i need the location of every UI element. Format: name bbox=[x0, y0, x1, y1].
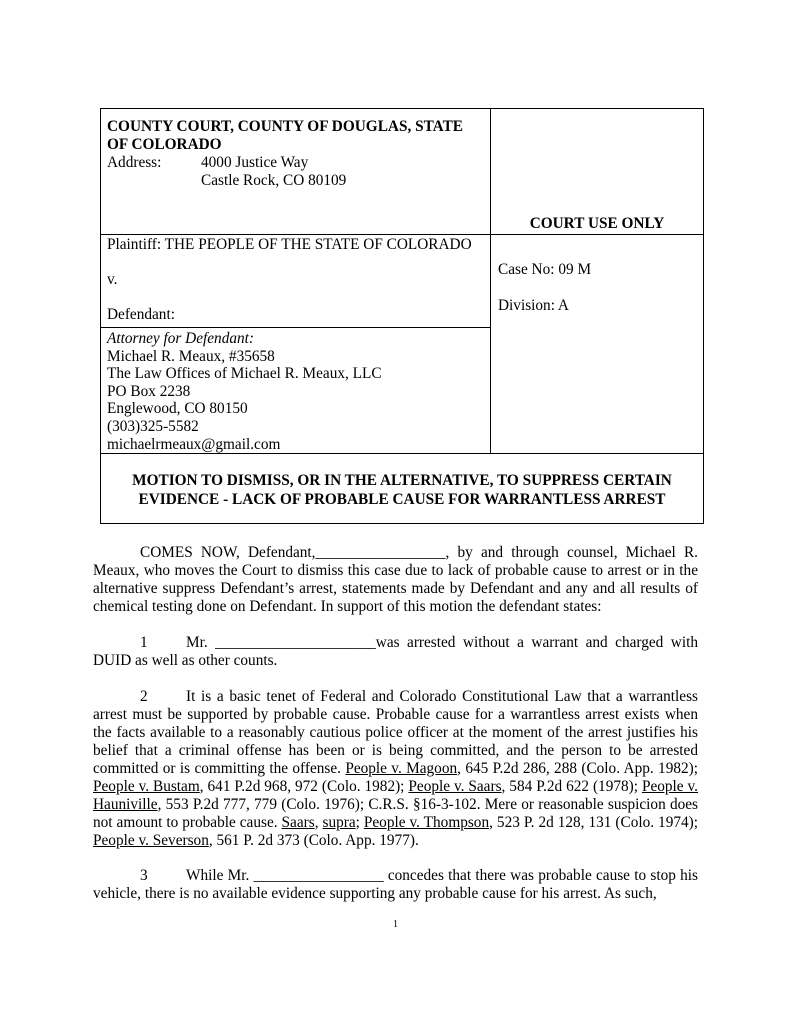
paragraph-text: It is a basic tenet of Federal and Colorado Constitutional Law that a warrantless arrest must be supported by probable cause. Probable cause for a warrantless arrest exists when the facts available to a reasonably cautious police officer at the moment of the arrest justifies his belief that a criminal offense has been or is being committed, and the person to be arrested committed or is committing the offense. bbox=[93, 688, 698, 777]
paragraph-1 bbox=[93, 634, 698, 670]
paragraph-number: 1 bbox=[140, 634, 148, 651]
citation-thompson: People v. Thompson bbox=[363, 814, 490, 831]
citation-detail: , 641 P.2d 968, 972 (Colo. 1982); bbox=[199, 778, 409, 795]
motion-title-line2: EVIDENCE - LACK OF PROBABLE CAUSE FOR WARRANTLESS ARREST bbox=[138, 491, 666, 508]
case-info-cell bbox=[490, 235, 703, 454]
court-name-line2: OF COLORADO bbox=[107, 136, 222, 153]
attorney-firm: The Law Offices of Michael R. Meaux, LLC bbox=[107, 365, 382, 383]
address-row bbox=[107, 154, 490, 172]
paragraph-2 bbox=[93, 688, 698, 850]
attorney-email: michaelrmeaux@gmail.com bbox=[107, 435, 281, 453]
attorney-cell bbox=[101, 328, 490, 454]
punctuation: ; bbox=[355, 814, 364, 831]
attorney-po-box: PO Box 2238 bbox=[107, 382, 191, 400]
citation-detail: , 584 P.2d 622 (1978); bbox=[501, 778, 642, 795]
defendant-line: Defendant: bbox=[107, 306, 175, 323]
address-label: Address: bbox=[107, 154, 162, 171]
address-line2: Castle Rock, CO 80109 bbox=[201, 172, 347, 189]
attorney-city: Englewood, CO 80150 bbox=[107, 400, 248, 418]
court-name-line1: COUNTY COURT, COUNTY OF DOUGLAS, STATE bbox=[107, 118, 463, 135]
paragraph-text: Mr. _____________________was arrested without a warrant and charged with DUID as well as other counts. bbox=[93, 634, 698, 669]
citation-bustam: People v. Bustam bbox=[93, 778, 200, 795]
address-row-2 bbox=[107, 172, 490, 190]
motion-title-line1: MOTION TO DISMISS, OR IN THE ALTERNATIVE, TO SUPPRESS CERTAIN bbox=[132, 472, 672, 489]
citation-detail: , 523 P. 2d 128, 131 (Colo. 1974); bbox=[489, 814, 698, 831]
attorney-heading: Attorney for Defendant: bbox=[107, 330, 254, 347]
court-info-cell bbox=[101, 109, 490, 235]
citation-magoon: People v. Magoon bbox=[345, 760, 458, 777]
paragraph-text: While Mr. _________________ concedes that there was probable cause to stop his vehicle, there is no available evidence supporting any probable cause for his arrest. As such, bbox=[93, 867, 698, 902]
page-number: 1 bbox=[393, 919, 398, 930]
citation-saars: People v. Saars bbox=[408, 778, 502, 795]
intro-paragraph: COMES NOW, Defendant,_________________, by and through counsel, Michael R. Meaux, who moves the Court to dismiss this case due to lack of probable cause to arrest or in the alternative suppress Defendant’s arrest, statements made by Defendant and any and all results of chemical testing done on Defendant. In support of this motion the defendant states: bbox=[93, 544, 698, 615]
attorney-phone: (303)325-5582 bbox=[107, 417, 199, 435]
citation-saars-short: Saars bbox=[281, 814, 315, 831]
paragraph-number: 2 bbox=[140, 688, 148, 705]
court-use-only-cell bbox=[490, 109, 703, 235]
citation-detail: , 645 P.2d 286, 288 (Colo. App. 1982); bbox=[457, 760, 698, 777]
paragraph-text: , 553 P.2d 777, 779 (Colo. 1976); C.R.S. §16-3-102. Mere or reasonable suspicion does not amount to probable cause. bbox=[93, 796, 698, 831]
paragraph-number: 3 bbox=[140, 867, 148, 884]
citation-supra: supra bbox=[322, 814, 356, 831]
attorney-name: Michael R. Meaux, #35658 bbox=[107, 347, 275, 365]
plaintiff-line: Plaintiff: THE PEOPLE OF THE STATE OF COLORADO bbox=[107, 236, 472, 253]
paragraph-3 bbox=[93, 867, 698, 903]
motion-title bbox=[101, 454, 703, 523]
punctuation: , bbox=[314, 814, 323, 831]
case-caption-table bbox=[100, 108, 704, 524]
division: Division: A bbox=[498, 297, 569, 314]
court-use-only-label: COURT USE ONLY bbox=[529, 215, 665, 232]
address-line1: 4000 Justice Way bbox=[201, 154, 309, 171]
citation-detail: , 561 P. 2d 373 (Colo. App. 1977). bbox=[208, 832, 419, 849]
case-number: Case No: 09 M bbox=[498, 261, 592, 278]
parties-cell bbox=[101, 235, 490, 328]
citation-hauniville: People v. Hauniville bbox=[93, 778, 698, 813]
citation-severson: People v. Severson bbox=[93, 832, 209, 849]
versus-line: v. bbox=[107, 271, 118, 288]
